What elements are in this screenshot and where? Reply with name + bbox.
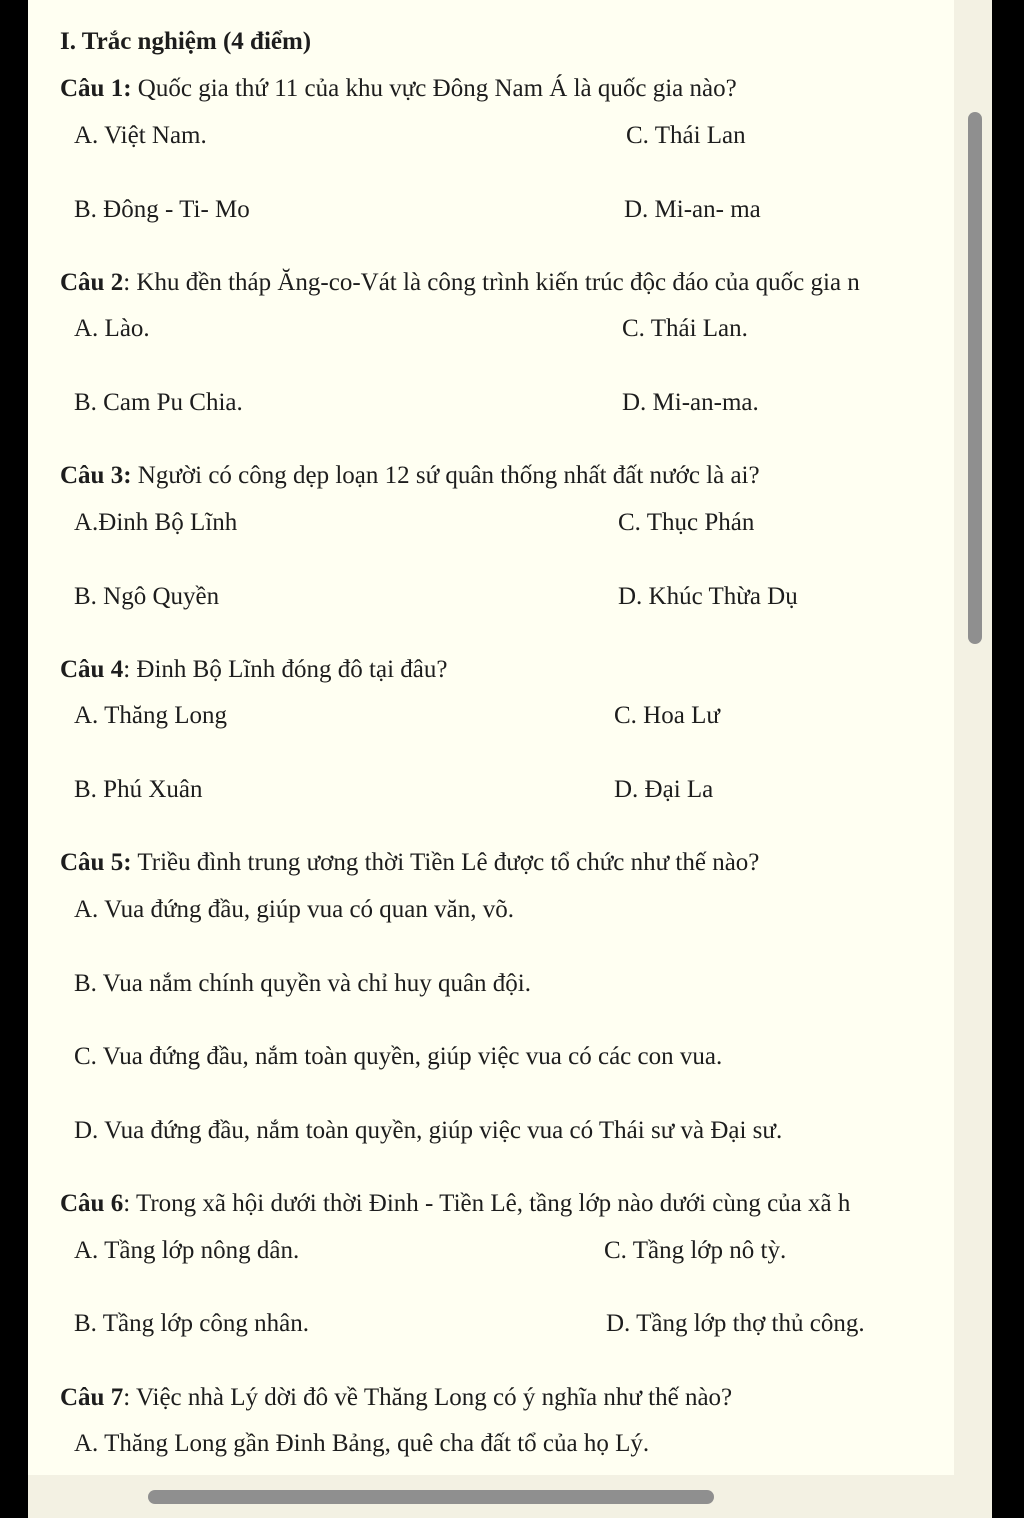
question-6: [60, 1188, 850, 1220]
option-4a: A. Thăng Long: [74, 702, 227, 729]
option-2b: B. Cam Pu Chia.: [74, 389, 243, 416]
option-4c: C. Hoa Lư: [614, 702, 720, 729]
question-text: : Trong xã hội dưới thời Đinh - Tiền Lê, tầng lớp nào dưới cùng của xã h: [123, 1190, 851, 1217]
option-5a: A. Vua đứng đầu, giúp vua có quan văn, võ.: [74, 896, 514, 923]
option-3a: A.Đinh Bộ Lĩnh: [74, 509, 238, 536]
question-1: [60, 73, 737, 105]
option-2d: D. Mi-an-ma.: [622, 389, 759, 416]
option-3b: B. Ngô Quyền: [74, 583, 220, 610]
question-2: [60, 267, 860, 299]
question-text: Quốc gia thứ 11 của khu vực Đông Nam Á là quốc gia nào?: [131, 75, 737, 102]
question-text: Người có công dẹp loạn 12 sứ quân thống nhất đất nước là ai?: [131, 462, 760, 489]
option-2c: C. Thái Lan.: [622, 315, 748, 342]
section-title: I. Trắc nghiệm (4 điểm): [60, 28, 312, 55]
question-label: Câu 2: [60, 269, 124, 296]
document-page: [28, 0, 954, 1475]
option-2a: A. Lào.: [74, 315, 150, 342]
option-4d: D. Đại La: [614, 776, 714, 803]
question-text: : Khu đền tháp Ăng-co-Vát là công trình kiến trúc độc đáo của quốc gia n: [123, 269, 860, 296]
question-label: Câu 7: [60, 1384, 124, 1411]
question-text: Triều đình trung ương thời Tiền Lê được tổ chức như thế nào?: [131, 849, 760, 876]
question-text: : Đinh Bộ Lĩnh đóng đô tại đâu?: [123, 656, 448, 683]
vertical-scrollbar-thumb[interactable]: [968, 112, 982, 644]
option-4b: B. Phú Xuân: [74, 776, 203, 803]
horizontal-scrollbar-thumb[interactable]: [148, 1490, 714, 1504]
option-6c: C. Tầng lớp nô tỳ.: [604, 1237, 787, 1264]
option-6b: B. Tầng lớp công nhân.: [74, 1310, 309, 1337]
question-5: [60, 847, 759, 879]
question-label: Câu 1:: [60, 75, 132, 102]
question-label: Câu 5:: [60, 849, 132, 876]
option-1b: B. Đông - Ti- Mo: [74, 196, 250, 223]
option-6d: D. Tầng lớp thợ thủ công.: [606, 1310, 865, 1337]
question-label: Câu 3:: [60, 462, 132, 489]
question-text: : Việc nhà Lý dời đô về Thăng Long có ý nghĩa như thế nào?: [123, 1384, 733, 1411]
option-7a: A. Thăng Long gần Đinh Bảng, quê cha đất tổ của họ Lý.: [74, 1430, 650, 1457]
question-label: Câu 4: [60, 656, 124, 683]
question-7: [60, 1382, 732, 1414]
question-4: [60, 654, 448, 686]
option-1a: A. Việt Nam.: [74, 122, 207, 149]
document-viewer: [28, 0, 992, 1518]
option-6a: A. Tầng lớp nông dân.: [74, 1237, 300, 1264]
option-3c: C. Thục Phán: [618, 509, 755, 536]
question-3: [60, 460, 760, 492]
option-1d: D. Mi-an- ma: [624, 196, 761, 223]
option-1c: C. Thái Lan: [626, 122, 746, 149]
option-5b: B. Vua nắm chính quyền và chỉ huy quân đội.: [74, 970, 531, 997]
question-label: Câu 6: [60, 1190, 124, 1217]
option-5d: D. Vua đứng đầu, nắm toàn quyền, giúp việc vua có Thái sư và Đại sư.: [74, 1117, 783, 1144]
option-3d: D. Khúc Thừa Dụ: [618, 583, 798, 610]
option-5c: C. Vua đứng đầu, nắm toàn quyền, giúp việc vua có các con vua.: [74, 1043, 723, 1070]
